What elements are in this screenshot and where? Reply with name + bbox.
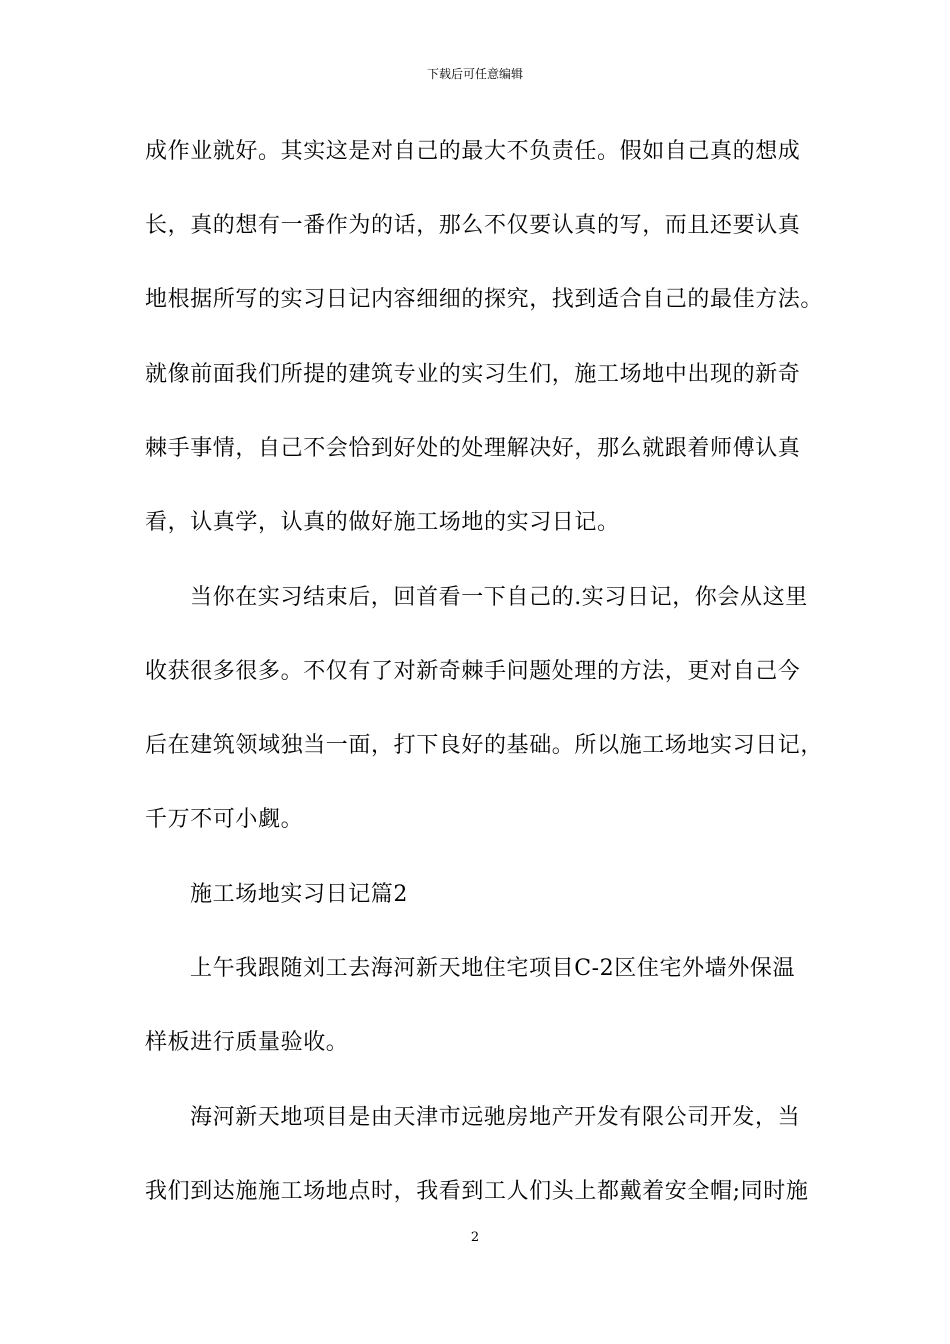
paragraph-line: 地根据所写的实习日记内容细细的探究，找到适合自己的最佳方法。 — [145, 287, 824, 312]
page-header: 下载后可任意编辑 — [426, 67, 523, 81]
paragraph-line: 千万不可小觑。 — [145, 807, 304, 832]
paragraph-line: 长，真的想有一番作为的话，那么不仅要认真的写，而且还要认真 — [145, 213, 801, 238]
section-heading: 施工场地实习日记篇2 — [190, 882, 408, 907]
paragraph-line: 当你在实习结束后，回首看一下自己的.实习日记，你会从这里 — [190, 585, 808, 610]
paragraph-line: 我们到达施施工场地点时，我看到工人们头上都戴着安全帽;同时施 — [145, 1179, 809, 1204]
paragraph-line: 样板进行质量验收。 — [145, 1030, 349, 1055]
paragraph-line: 后在建筑领域独当一面，打下良好的基础。所以施工场地实习日记， — [145, 733, 824, 758]
paragraph-line: 海河新天地项目是由天津市远驰房地产开发有限公司开发，当 — [190, 1105, 801, 1130]
page-number: 2 — [470, 1230, 480, 1245]
paragraph-line: 上午我跟随刘工去海河新天地住宅项目C-2区住宅外墙外保温 — [190, 956, 796, 981]
paragraph-line: 成作业就好。其实这是对自己的最大不负责任。假如自己真的想成 — [145, 139, 801, 164]
paragraph-line: 就像前面我们所提的建筑专业的实习生们，施工场地中出现的新奇 — [145, 362, 801, 387]
paragraph-line: 棘手事情，自己不会恰到好处的处理解决好，那么就跟着师傅认真 — [145, 436, 801, 461]
paragraph-line: 看，认真学，认真的做好施工场地的实习日记。 — [145, 510, 620, 535]
paragraph-line: 收获很多很多。不仅有了对新奇棘手问题处理的方法，更对自己今 — [145, 659, 801, 684]
